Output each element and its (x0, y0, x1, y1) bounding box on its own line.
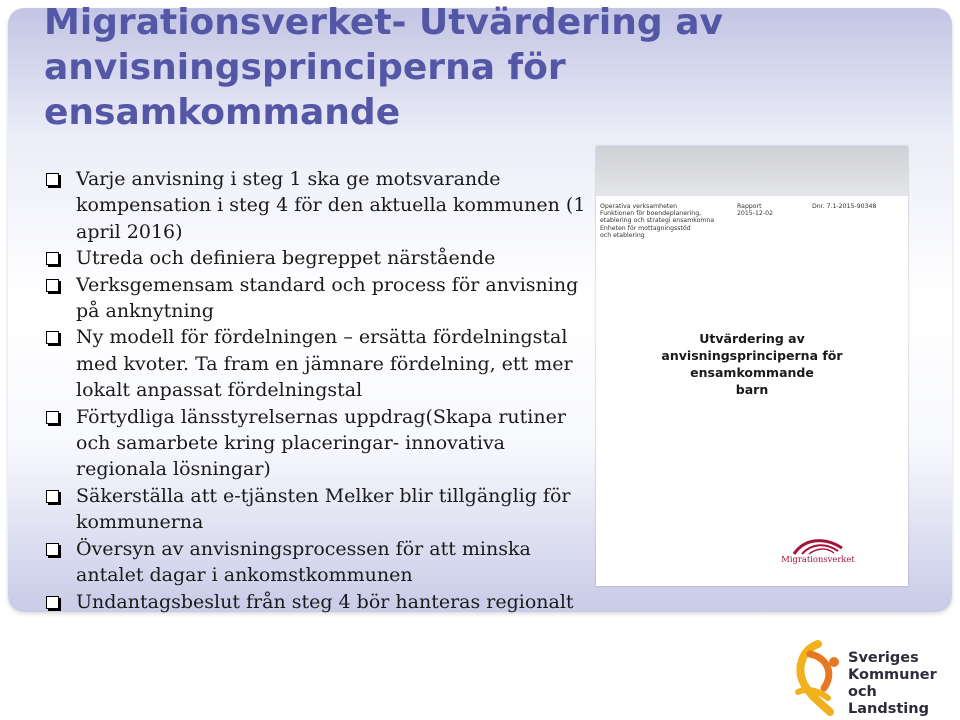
report-title (596, 330, 908, 398)
bullet-item (46, 245, 586, 271)
bullet-item (46, 589, 586, 615)
slide-title: Migrationsverket- Utvärdering av anvisningsprinciperna för ensamkommande (44, 2, 723, 133)
report-department-line: Operativa verksamheten (600, 203, 678, 210)
report-title-line: barn (735, 382, 769, 397)
report-cover-image (596, 146, 908, 586)
checkbox-bullet-icon (46, 490, 59, 503)
bullet-text: Säkerställa att e-tjänsten Melker blir tillgänglig för kommunerna (76, 484, 571, 534)
bullet-text: Varje anvisning i steg 1 ska ge motsvarande kompensation i steg 4 för den aktuella kommunen (1 april 2016) (76, 168, 586, 243)
report-title-line: Utvärdering av (699, 331, 805, 346)
bullet-text: Verksgemensam standard och process för anvisning på anknytning (76, 273, 579, 323)
report-department-line: Funktionen för boendeplanering, (600, 210, 702, 218)
checkbox-bullet-icon (46, 279, 59, 292)
migrationsverket-logo (780, 538, 856, 568)
bullet-item (46, 536, 586, 589)
checkbox-bullet-icon (46, 543, 59, 556)
bullet-text: Utreda och definiera begreppet närstående (76, 247, 496, 270)
skl-logo-line: och Landsting (848, 684, 929, 717)
report-type-date (737, 203, 773, 217)
checkbox-bullet-icon (46, 411, 59, 424)
bullet-text: Ny modell för fördelningen – ersätta fördelningstal med kvoter. Ta fram en jämnare fördelning, ett mer lokalt anpassat fördelningstal (76, 326, 573, 402)
bullet-text: Förtydliga länsstyrelsernas uppdrag(Skapa rutiner och samarbete kring placeringar- innovativa regionala lösningar) (76, 405, 566, 481)
bullet-item (46, 483, 586, 536)
report-department-line: etablering och strategi ensamkomna (600, 217, 715, 225)
migrationsverket-logo-text: Migrationsverket (781, 554, 855, 564)
bullet-item (46, 272, 586, 325)
checkbox-bullet-icon (46, 252, 59, 265)
report-header-band (596, 146, 908, 196)
bullet-list (46, 166, 586, 615)
bullet-item (46, 166, 586, 245)
checkbox-bullet-icon (46, 173, 59, 186)
bullet-text: Undantagsbeslut från steg 4 bör hanteras regionalt (76, 590, 574, 613)
report-department-line: Enheten för mottagningsstöd (600, 224, 691, 232)
report-doc-type: Rapport (737, 203, 762, 210)
skl-logo (788, 640, 956, 716)
report-date: 2015-12-02 (737, 210, 773, 218)
report-meta (596, 203, 908, 243)
bullet-text: Översyn av anvisningsprocessen för att minska antalet dagar i ankomstkommunen (76, 537, 531, 587)
report-department-line: och etablering (600, 231, 645, 239)
report-title-line: ensamkommande (690, 365, 814, 380)
skl-logo-text (848, 650, 958, 718)
report-department (600, 203, 730, 239)
checkbox-bullet-icon (46, 596, 59, 609)
checkbox-bullet-icon (46, 331, 59, 344)
skl-logo-line: Kommuner (848, 667, 937, 683)
skl-logo-line: Sveriges (848, 650, 919, 666)
bullet-item (46, 324, 586, 403)
skl-emblem-icon (788, 640, 848, 716)
bullet-item (46, 404, 586, 483)
report-dnr: Dnr. 7.1-2015-90348 (812, 203, 877, 210)
report-title-line: anvisningsprinciperna för (661, 348, 843, 363)
